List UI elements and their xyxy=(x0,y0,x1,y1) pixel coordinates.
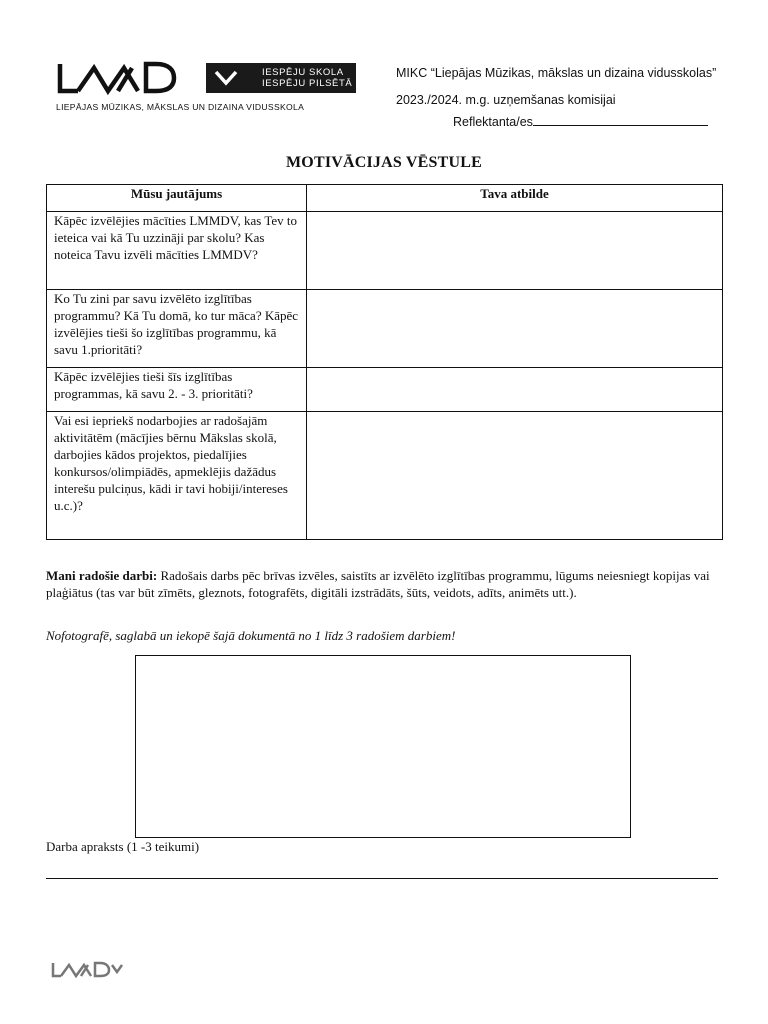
creative-works-text: Radošais darbs pēc brīvas izvēles, saistīts ar izvēlēto izglītības programmu, lūgums neiesniegt kopijas vai plaģiātus (tas var būt zīmēts, gleznots, fotografēts, digitāli izstrādāts, šūts, veidots, adīts, animēts utt.). xyxy=(46,568,710,600)
table-header-row xyxy=(47,185,723,212)
footer-logo-icon xyxy=(50,960,124,980)
table-row xyxy=(47,412,723,540)
recipient-institution: MIKC “Liepājas Mūzikas, mākslas un dizaina vidusskolas” xyxy=(396,66,717,80)
answer-cell[interactable] xyxy=(307,212,723,290)
table-row xyxy=(47,290,723,368)
logo-tagline-2: IESPĒJU PILSĒTĀ xyxy=(262,78,353,89)
description-label: Darba apraksts (1 -3 teikumi) xyxy=(46,839,200,854)
school-logo xyxy=(56,60,353,112)
artwork-image-placeholder[interactable] xyxy=(135,655,631,838)
description-field[interactable] xyxy=(46,878,718,879)
chevron-down-icon xyxy=(214,68,238,88)
school-name: LIEPĀJAS MŪZIKAS, MĀKSLAS UN DIZAINA VIDUSSKOLA xyxy=(56,102,305,112)
question-cell: Vai esi iepriekš nodarbojies ar radošajām aktivitātēm (mācījies bērnu Mākslas skolā, darbojies kādos projektos, piedalījies konkursos/olimpiādēs, apmeklējis dažādus interešu pulciņus, kādi ir tavi hobiji/intereses u.c.)? xyxy=(47,412,307,540)
motivation-table xyxy=(46,184,723,540)
question-cell: Kāpēc izvēlējies mācīties LMMDV, kas Tev to ieteica vai kā Tu uzzināji par skolu? Kas noteica Tavu izvēli mācīties LMMDV? xyxy=(47,212,307,290)
applicant-label: Reflektanta/es xyxy=(453,115,533,129)
recipient-commission: 2023./2024. m.g. uzņemšanas komisijai xyxy=(396,93,616,107)
column-header-answer: Tava atbilde xyxy=(307,185,723,212)
applicant-line xyxy=(453,114,708,129)
question-cell: Ko Tu zini par savu izvēlēto izglītības programmu? Kā Tu domā, ko tur māca? Kāpēc izvēlējies tieši šo izglītības programmu, kā savu 1.prioritāti? xyxy=(47,290,307,368)
upload-instruction: Nofotografē, saglabā un iekopē šajā dokumentā no 1 līdz 3 radošiem darbiem! xyxy=(46,628,456,643)
answer-cell[interactable] xyxy=(307,368,723,412)
lmmdv-logo-icon xyxy=(56,60,206,96)
table-row xyxy=(47,368,723,412)
answer-cell[interactable] xyxy=(307,412,723,540)
creative-works-label: Mani radošie darbi: xyxy=(46,568,158,583)
applicant-name-field[interactable] xyxy=(533,114,708,126)
column-header-question: Mūsu jautājums xyxy=(47,185,307,212)
creative-works-paragraph xyxy=(46,567,726,601)
logo-tagline-1: IESPĒJU SKOLA xyxy=(262,67,344,78)
logo-tagline-box xyxy=(206,63,356,93)
table-row xyxy=(47,212,723,290)
answer-cell[interactable] xyxy=(307,290,723,368)
page-title: MOTIVĀCIJAS VĒSTULE xyxy=(286,154,482,171)
question-cell: Kāpēc izvēlējies tieši šīs izglītības programmas, kā savu 2. - 3. prioritāti? xyxy=(47,368,307,412)
